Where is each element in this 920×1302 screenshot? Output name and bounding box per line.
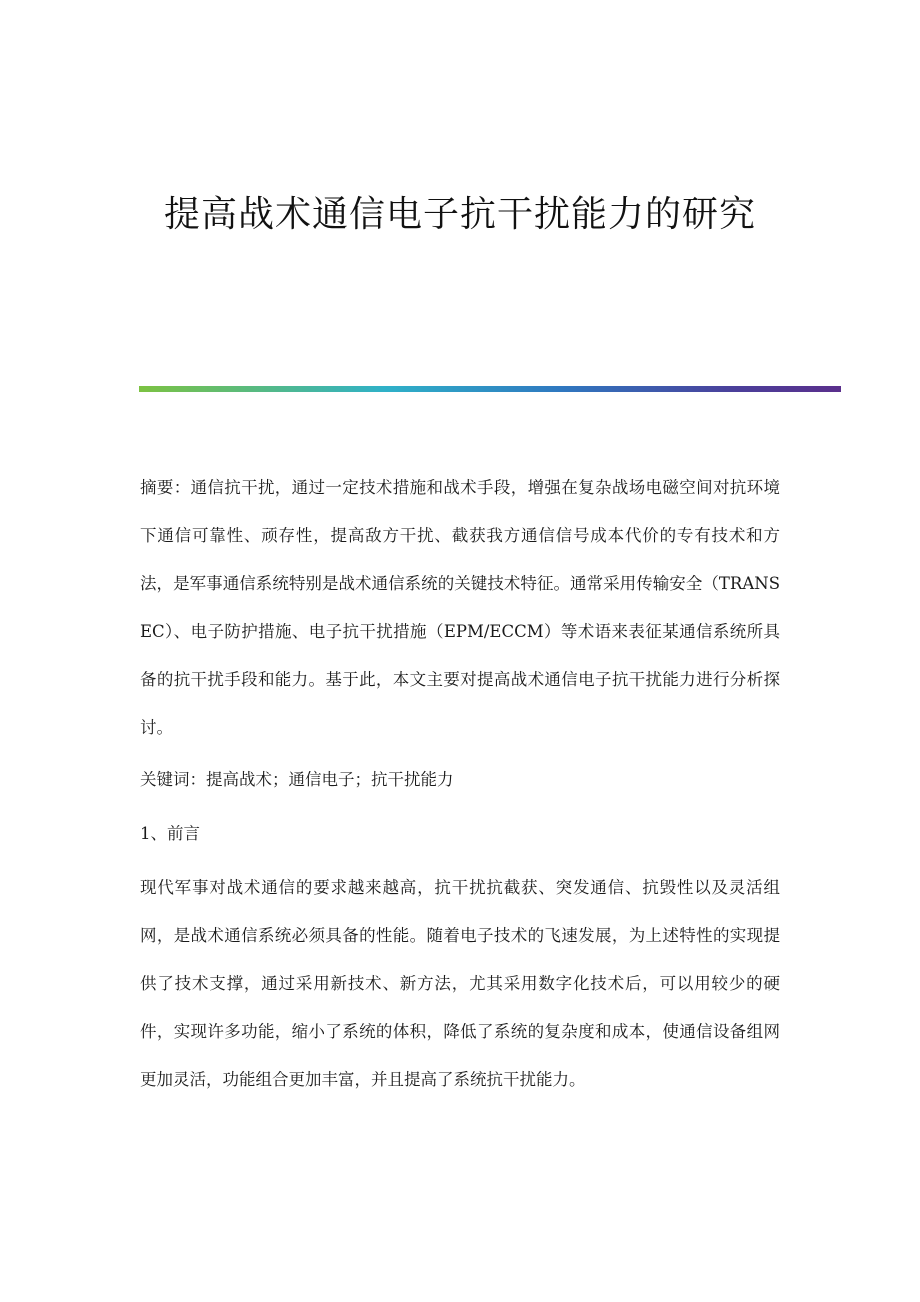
section-heading: 1、前言: [140, 824, 200, 843]
keywords-line: 关键词：提高战术；通信电子；抗干扰能力: [140, 770, 454, 789]
abstract-paragraph: 摘要：通信抗干扰，通过一定技术措施和战术手段，增强在复杂战场电磁空间对抗环境下通信可靠性、顽存性，提高敌方干扰、截获我方通信信号成本代价的专有技术和方法，是军事通信系统特别是战术通信系统的关键技术特征。通常采用传输安全（TRANSEC）、电子防护措施、电子抗干扰措施（EPM/ECCM）等术语来表征某通信系统所具备的抗干扰手段和能力。基于此，本文主要对提高战术通信电子抗干扰能力进行分析探讨。: [140, 478, 780, 737]
title-divider-rule: [139, 386, 841, 392]
intro-paragraph: 现代军事对战术通信的要求越来越高，抗干扰抗截获、突发通信、抗毁性以及灵活组网，是战术通信系统必须具备的性能。随着电子技术的飞速发展，为上述特性的实现提供了技术支撑，通过采用新技术、新方法，尤其采用数字化技术后，可以用较少的硬件，实现许多功能，缩小了系统的体积，降低了系统的复杂度和成本，使通信设备组网更加灵活，功能组合更加丰富，并且提高了系统抗干扰能力。: [140, 878, 780, 1089]
document-title: 提高战术通信电子抗干扰能力的研究: [163, 194, 756, 235]
document-body: [140, 464, 780, 1108]
